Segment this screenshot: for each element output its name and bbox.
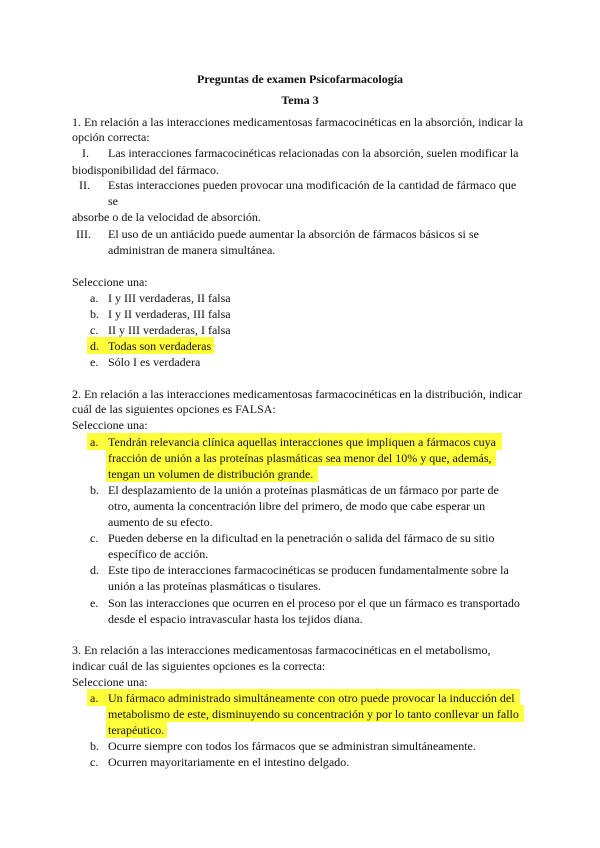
document-title: Preguntas de examen Psicofarmacología	[196, 72, 404, 86]
q2-text-line1: 2. En relación a las interacciones medicamentosas farmacocinéticas en la distribución, indicar	[72, 387, 523, 401]
q1-statement-2-line2: absorbe o de la velocidad de absorción.	[72, 210, 261, 224]
q3-select-prompt: Seleccione una:	[72, 675, 148, 689]
q3-option-b-line1[interactable]: Ocurre siempre con todos los fármacos que se administran simultáneamente.	[108, 739, 476, 753]
q2-option-b-line1[interactable]: El desplazamiento de la unión a proteínas plasmáticas de un fármaco por parte de	[108, 483, 499, 497]
q3-text-line2: indicar cuál de las siguientes opciones es la correcta:	[72, 659, 326, 673]
q1-option-b[interactable]: I y II verdaderas, III falsa	[108, 307, 231, 321]
q2-option-b-line3[interactable]: aumento de su efecto.	[108, 515, 213, 529]
q1-statement-3-number: III.	[76, 227, 91, 241]
q1-statement-1-line2: biodisponibilidad del fármaco.	[72, 163, 219, 177]
q2-option-e-letter: e.	[90, 596, 99, 610]
q1-option-d-letter: d.	[90, 339, 99, 353]
q3-option-b-letter: b.	[90, 739, 99, 753]
q2-option-a-letter: a.	[90, 435, 99, 449]
q1-option-c[interactable]: II y III verdaderas, I falsa	[108, 323, 231, 337]
q3-option-a-letter: a.	[90, 691, 99, 705]
q2-option-d-line1[interactable]: Este tipo de interacciones farmacocinéticas se producen fundamentalmente sobre la	[108, 563, 509, 577]
q1-text-line2: opción correcta:	[72, 130, 150, 144]
q1-option-d[interactable]: Todas son verdaderas	[108, 339, 212, 353]
q3-option-c-letter: c.	[90, 755, 99, 769]
q2-option-a-line2[interactable]: fracción de unión a las proteínas plasmáticas sea menor del 10% y que, además,	[108, 451, 492, 465]
q1-statement-2-line1b: se	[108, 194, 118, 208]
q2-option-a-line1[interactable]: Tendrán relevancia clínica aquellas interacciones que impliquen a fármacos cuya	[108, 435, 496, 449]
q2-option-b-letter: b.	[90, 483, 99, 497]
q2-option-b-line2[interactable]: otro, aumenta la concentración libre del primero, de modo que cabe esperar un	[108, 499, 486, 513]
q1-statement-2-number: II.	[79, 178, 90, 192]
q1-option-a-letter: a.	[90, 291, 99, 305]
q2-option-a-line3[interactable]: tengan un volumen de distribución grande.	[108, 467, 314, 481]
q2-text-line2: cuál de las siguientes opciones es FALSA:	[72, 402, 276, 416]
q2-option-d-line2[interactable]: unión a las proteínas plasmáticas o tisulares.	[108, 579, 321, 593]
q1-select-prompt: Seleccione una:	[72, 275, 148, 289]
q1-option-b-letter: b.	[90, 307, 99, 321]
q1-statement-2-line1: Estas interacciones pueden provocar una modificación de la cantidad de fármaco que	[108, 178, 517, 192]
q3-option-c-line1[interactable]: Ocurren mayoritariamente en el intestino delgado.	[108, 755, 350, 769]
q2-select-prompt: Seleccione una:	[72, 418, 148, 432]
q2-option-e-line1[interactable]: Son las interacciones que ocurren en el proceso por el que un fármaco es transportado	[108, 596, 520, 610]
q2-option-d-letter: d.	[90, 563, 99, 577]
q1-text-line1: 1. En relación a las interacciones medicamentosas farmacocinéticas en la absorción, indicar la	[72, 115, 524, 129]
q2-option-c-line1[interactable]: Pueden deberse en la dificultad en la penetración o salida del fármaco de su sitio	[108, 531, 495, 545]
q1-statement-3-line1: El uso de un antiácido puede aumentar la absorción de fármacos básicos si se	[108, 227, 479, 241]
q3-option-a-line3[interactable]: terapéutico.	[108, 723, 165, 737]
q2-option-e-line2[interactable]: desde el espacio intravascular hasta los tejidos diana.	[108, 612, 363, 626]
q3-option-a-line2[interactable]: metabolismo de este, disminuyendo su concentración y por lo tanto conllevar un fallo	[108, 707, 519, 721]
q1-option-e[interactable]: Sólo I es verdadera	[108, 355, 201, 369]
q1-option-a[interactable]: I y III verdaderas, II falsa	[108, 291, 231, 305]
document-subtitle: Tema 3	[281, 93, 319, 107]
q2-option-c-line2[interactable]: específico de acción.	[108, 547, 209, 561]
q1-statement-3-line2: administran de manera simultánea.	[108, 243, 276, 257]
q1-statement-1-number: I.	[82, 146, 89, 160]
q3-option-a-line1[interactable]: Un fármaco administrado simultáneamente con otro puede provocar la inducción del	[108, 691, 515, 705]
q3-text-line1: 3. En relación a las interacciones medicamentosas farmacocinéticas en el metabolismo,	[72, 643, 491, 657]
q1-option-e-letter: e.	[90, 355, 99, 369]
q1-statement-1-line1: Las interacciones farmacocinéticas relacionadas con la absorción, suelen modificar la	[108, 146, 519, 160]
q2-option-c-letter: c.	[90, 531, 99, 545]
q1-option-c-letter: c.	[90, 323, 99, 337]
